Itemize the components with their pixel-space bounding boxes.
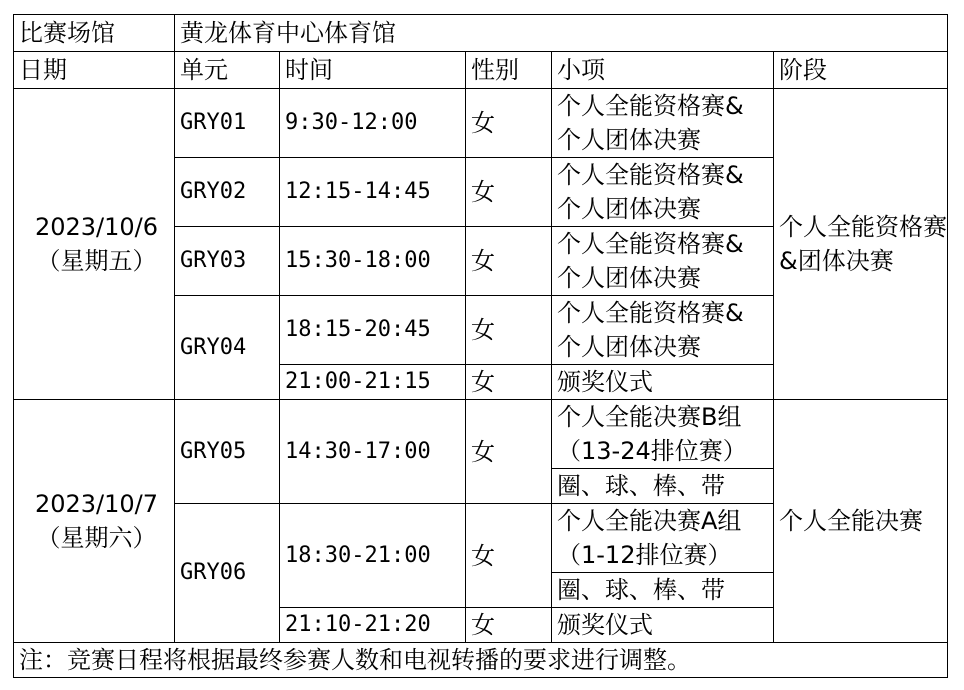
day2-date-cell — [14, 400, 175, 643]
gender-cell: 女 — [466, 400, 552, 504]
gender-cell: 女 — [466, 89, 552, 158]
header-stage: 阶段 — [774, 52, 948, 89]
unit-cell: GRY03 — [175, 227, 280, 296]
day1-date-cell — [14, 89, 175, 400]
event-line1: 个人全能资格赛& — [557, 299, 744, 327]
gender-cell: 女 — [466, 296, 552, 365]
time-cell: 18:15-20:45 — [280, 296, 466, 365]
gender-cell: 女 — [466, 608, 552, 643]
event-line2: （1-12排位赛） — [557, 541, 732, 569]
event-line2: 个人团体决赛 — [557, 333, 701, 361]
gender-cell: 女 — [466, 365, 552, 400]
apparatus-cell: 圈、球、棒、带 — [552, 469, 774, 504]
event-cell — [552, 504, 774, 573]
time-cell: 15:30-18:00 — [280, 227, 466, 296]
apparatus-cell: 圈、球、棒、带 — [552, 573, 774, 608]
day1-stage: 个人全能资格赛&团体决赛 — [774, 89, 948, 400]
gender-cell: 女 — [466, 504, 552, 608]
note-text: 注：竞赛日程将根据最终参赛人数和电视转播的要求进行调整。 — [14, 643, 948, 678]
event-cell: 颁奖仪式 — [552, 365, 774, 400]
day2-weekday: （星期六） — [36, 524, 157, 552]
note-row — [14, 643, 948, 678]
event-line1: 个人全能资格赛& — [557, 92, 744, 120]
gender-cell: 女 — [466, 158, 552, 227]
unit-cell: GRY02 — [175, 158, 280, 227]
time-cell: 12:15-14:45 — [280, 158, 466, 227]
unit-cell: GRY01 — [175, 89, 280, 158]
event-cell — [552, 227, 774, 296]
event-line2: （13-24排位赛） — [557, 437, 747, 465]
venue-row — [14, 15, 948, 52]
schedule-table — [13, 14, 948, 678]
event-line1: 个人全能资格赛& — [557, 230, 744, 258]
event-cell: 颁奖仪式 — [552, 608, 774, 643]
header-event: 小项 — [552, 52, 774, 89]
event-line1: 个人全能决赛A组 — [557, 507, 742, 535]
header-row — [14, 52, 948, 89]
unit-cell: GRY04 — [175, 296, 280, 400]
event-cell — [552, 89, 774, 158]
event-line2: 个人团体决赛 — [557, 195, 701, 223]
event-line1: 个人全能资格赛& — [557, 161, 744, 189]
day1-weekday: （星期五） — [36, 247, 157, 275]
venue-label: 比赛场馆 — [14, 15, 175, 52]
header-unit: 单元 — [175, 52, 280, 89]
event-line2: 个人团体决赛 — [557, 264, 701, 292]
day1-date: 2023/10/6 — [34, 213, 159, 241]
header-time: 时间 — [280, 52, 466, 89]
gender-cell: 女 — [466, 227, 552, 296]
header-date: 日期 — [14, 52, 175, 89]
time-cell: 9:30-12:00 — [280, 89, 466, 158]
header-gender: 性别 — [466, 52, 552, 89]
time-cell: 21:10-21:20 — [280, 608, 466, 643]
time-cell: 21:00-21:15 — [280, 365, 466, 400]
event-line2: 个人团体决赛 — [557, 126, 701, 154]
event-cell — [552, 400, 774, 469]
day2-date: 2023/10/7 — [34, 490, 159, 518]
event-line1: 个人全能决赛B组 — [557, 403, 742, 431]
time-cell: 18:30-21:00 — [280, 504, 466, 608]
day2-stage: 个人全能决赛 — [774, 400, 948, 643]
time-cell: 14:30-17:00 — [280, 400, 466, 504]
event-cell — [552, 296, 774, 365]
venue-value: 黄龙体育中心体育馆 — [175, 15, 948, 52]
unit-cell: GRY06 — [175, 504, 280, 643]
table-row — [14, 400, 948, 469]
table-row — [14, 89, 948, 158]
unit-cell: GRY05 — [175, 400, 280, 504]
event-cell — [552, 158, 774, 227]
